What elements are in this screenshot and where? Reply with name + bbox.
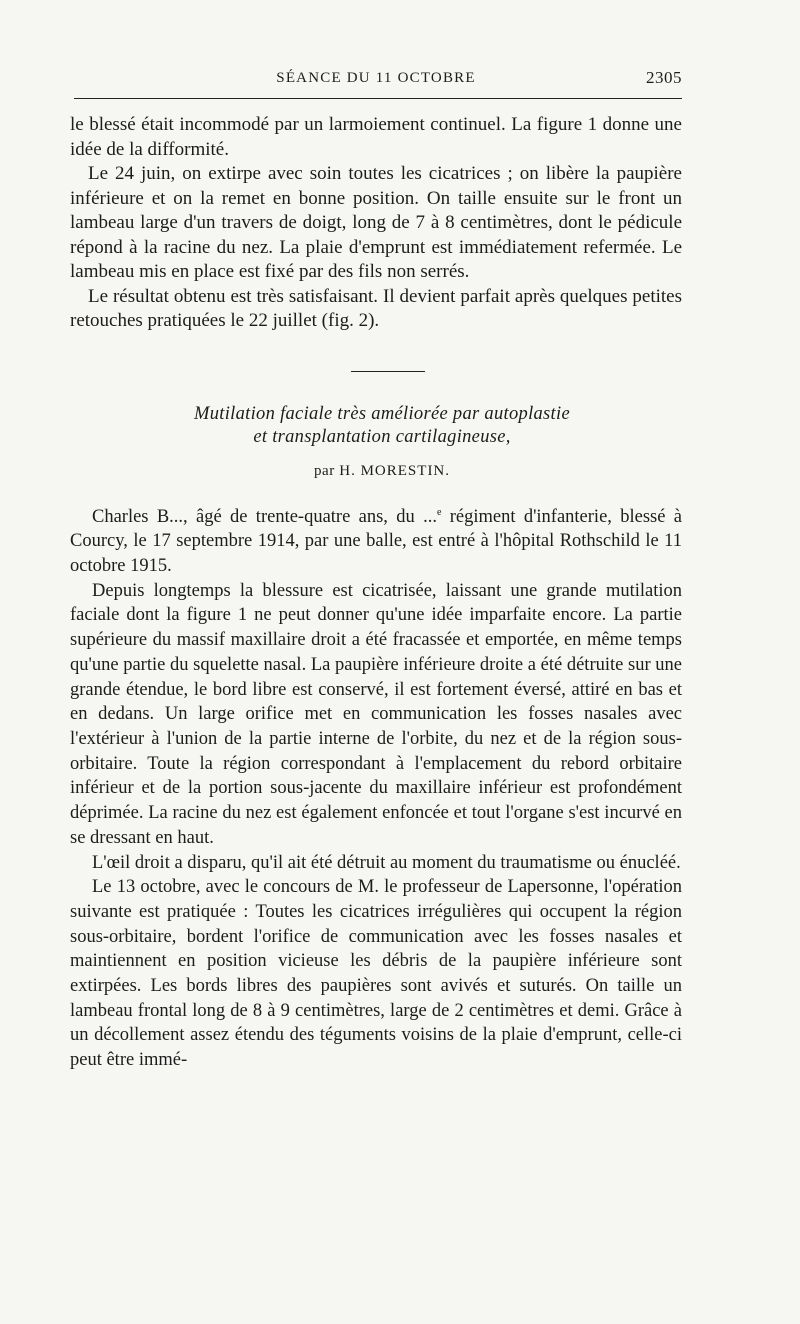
running-header	[70, 64, 682, 92]
book-page	[70, 64, 682, 1073]
byline	[70, 463, 682, 480]
article-title-line: et transplantation cartilagineuse,	[253, 426, 511, 447]
running-title: SÉANCE DU 11 OCTOBRE	[276, 70, 476, 86]
paragraph	[70, 501, 682, 579]
paragraph: Le résultat obtenu est très satisfaisant. Il devient parfait après quelques petites retouches pratiquées le 22 juillet (fig. 2).	[70, 285, 682, 331]
paragraph: Depuis longtemps la blessure est cicatrisée, laissant une grande mutilation faciale dont la figure 1 ne peut donner qu'une idée imparfaite encore. La partie supérieure du massif maxillaire droit a été fracassée et emportée, en même temps qu'une partie du squelette nasal. La paupière inférieure droite a été détruite sur une grande étendue, le bord libre est conservé, il est fortement éversé, attiré en bas et en dedans. Un large orifice met en communication les fosses nasales avec l'extérieur à l'union de la partie interne de l'orbite, du nez et de la région sous-orbitaire. Toute la région correspondant à l'emplacement du rebord orbitaire inférieur et de la portion sous-jacente du maxillaire inférieur est profondément déprimée. La racine du nez est également enfoncée et tout l'organe s'est incurvé en se dressant en haut.	[70, 580, 682, 848]
article-title-line: Mutilation faciale très améliorée par autoplastie	[194, 403, 570, 424]
paragraph-text: régiment d'infanterie, blessé à Courcy, le 17 septembre 1914, par une balle, est entré à l'hôpital Rothschild le 11 octobre 1915.	[70, 506, 682, 577]
paragraph: L'œil droit a disparu, qu'il ait été détruit au moment du traumatisme ou énucléé.	[92, 852, 681, 873]
ordinal-superscript: e	[436, 506, 442, 518]
paragraph-text: Charles B..., âgé de trente-quatre ans, du ...	[92, 506, 437, 527]
paragraph: Le 24 juin, on extirpe avec soin toutes les cicatrices ; on libère la paupière inférieure et on la remet en bonne position. On taille ensuite sur le front un lambeau large d'un travers de doigt, long de 7 à 8 centimètres, dont le pédicule répond à la racine du nez. La plaie d'emprunt est immédiatement refermée. Le lambeau mis en place est fixé par des fils non serrés.	[70, 163, 682, 282]
article-title	[70, 403, 682, 449]
byline-prefix: par	[313, 462, 335, 479]
continuation-text	[70, 113, 682, 334]
paragraph: le blessé était incommodé par un larmoiement continuel. La figure 1 donne une idée de la difformité.	[70, 114, 682, 160]
paragraph: Le 13 octobre, avec le concours de M. le professeur de Lapersonne, l'opération suivante est pratiquée : Toutes les cicatrices irrégulières qui occupent la région sous-orbitaire, bordent l'orifice de communication avec les fosses nasales et maintiennent en position vicieuse les débris de la paupière inférieure sont extirpées. Les bords libres des paupières sont avivés et suturés. On taille un lambeau frontal long de 8 à 9 centimètres, large de 2 centimètres et demi. Grâce à un décollement assez étendu des téguments voisins de la plaie d'emprunt, celle-ci peut être immé-	[70, 877, 682, 1071]
page-number: 2305	[646, 68, 682, 87]
article-body	[70, 501, 682, 1073]
header-rule	[74, 98, 682, 99]
section-separator	[351, 371, 425, 372]
author-name: H. MORESTIN.	[339, 462, 451, 479]
